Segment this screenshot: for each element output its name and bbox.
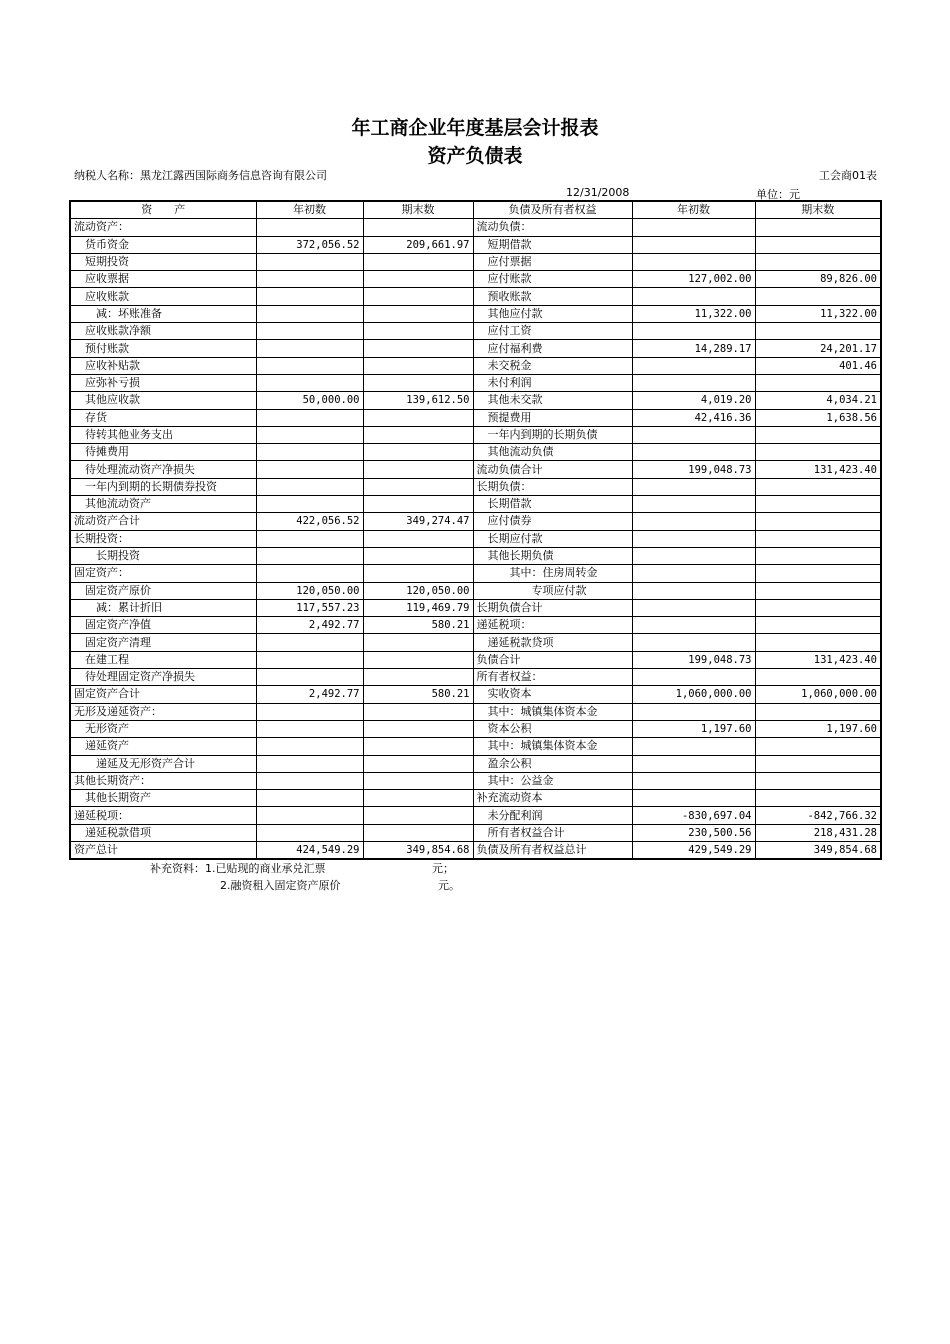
asset-begin <box>256 824 363 841</box>
liability-label: 应付债券 <box>473 513 632 530</box>
asset-begin: 424,549.29 <box>256 841 363 859</box>
asset-label: 资产总计 <box>70 841 256 859</box>
liability-begin <box>632 547 755 564</box>
liability-label: 流动负债合计 <box>473 461 632 478</box>
liability-end <box>755 323 881 340</box>
liability-end: 11,322.00 <box>755 305 881 322</box>
asset-label: 固定资产清理 <box>70 634 256 651</box>
table-row <box>70 392 881 409</box>
asset-begin <box>256 738 363 755</box>
asset-begin <box>256 444 363 461</box>
asset-begin <box>256 547 363 564</box>
asset-label: 固定资产合计 <box>70 686 256 703</box>
liability-label: 一年内到期的长期负债 <box>473 426 632 443</box>
table-row <box>70 565 881 582</box>
asset-end <box>363 444 473 461</box>
liability-label: 其中：住房周转金 <box>473 565 632 582</box>
asset-label: 递延资产 <box>70 738 256 755</box>
liability-end <box>755 478 881 495</box>
asset-label: 其他流动资产 <box>70 496 256 513</box>
liability-label: 专项应付款 <box>473 582 632 599</box>
asset-label: 其他长期资产 <box>70 790 256 807</box>
liability-end <box>755 530 881 547</box>
header-liab-begin: 年初数 <box>632 201 755 219</box>
asset-begin <box>256 288 363 305</box>
table-row <box>70 271 881 288</box>
liability-end: 401.46 <box>755 357 881 374</box>
table-row <box>70 669 881 686</box>
asset-begin: 2,492.77 <box>256 686 363 703</box>
table-row <box>70 617 881 634</box>
asset-end <box>363 703 473 720</box>
asset-end <box>363 426 473 443</box>
liability-begin: 127,002.00 <box>632 271 755 288</box>
liability-label: 其他长期负债 <box>473 547 632 564</box>
asset-end <box>363 323 473 340</box>
liability-begin <box>632 374 755 391</box>
liability-begin <box>632 444 755 461</box>
asset-begin <box>256 426 363 443</box>
liability-end <box>755 374 881 391</box>
asset-label: 应收票据 <box>70 271 256 288</box>
liability-begin <box>632 513 755 530</box>
asset-label: 减：累计折旧 <box>70 599 256 616</box>
liability-label: 负债合计 <box>473 651 632 668</box>
liability-end <box>755 547 881 564</box>
table-row <box>70 357 881 374</box>
liability-begin <box>632 323 755 340</box>
liability-end <box>755 703 881 720</box>
liability-label: 未交税金 <box>473 357 632 374</box>
liability-end <box>755 634 881 651</box>
asset-end <box>363 720 473 737</box>
liability-begin: 42,416.36 <box>632 409 755 426</box>
asset-label: 其他长期资产： <box>70 772 256 789</box>
asset-end <box>363 807 473 824</box>
report-subtitle: 资产负债表 <box>427 145 523 167</box>
asset-begin <box>256 634 363 651</box>
asset-end <box>363 288 473 305</box>
table-row <box>70 236 881 253</box>
liability-end <box>755 599 881 616</box>
table-row <box>70 755 881 772</box>
asset-label: 待处理流动资产净损失 <box>70 461 256 478</box>
liability-label: 应付福利费 <box>473 340 632 357</box>
table-row <box>70 305 881 322</box>
liability-begin <box>632 219 755 236</box>
liability-label: 长期借款 <box>473 496 632 513</box>
asset-begin <box>256 651 363 668</box>
liability-end <box>755 219 881 236</box>
table-row <box>70 444 881 461</box>
asset-label: 长期投资 <box>70 547 256 564</box>
asset-end <box>363 547 473 564</box>
liability-label: 递延税款贷项 <box>473 634 632 651</box>
report-title: 年工商企业年度基层会计报表 <box>351 117 599 139</box>
liability-label: 预收账款 <box>473 288 632 305</box>
asset-end <box>363 253 473 270</box>
liability-begin <box>632 669 755 686</box>
table-header-row <box>70 201 881 219</box>
liability-begin: 1,197.60 <box>632 720 755 737</box>
table-row <box>70 582 881 599</box>
liability-end <box>755 755 881 772</box>
asset-begin <box>256 565 363 582</box>
asset-label: 在建工程 <box>70 651 256 668</box>
liability-begin: 199,048.73 <box>632 461 755 478</box>
asset-begin <box>256 340 363 357</box>
liability-begin <box>632 236 755 253</box>
asset-end <box>363 340 473 357</box>
asset-begin <box>256 669 363 686</box>
balance-sheet-table <box>69 200 882 860</box>
table-row <box>70 340 881 357</box>
liability-end <box>755 236 881 253</box>
liability-label: 长期负债： <box>473 478 632 495</box>
liability-begin <box>632 253 755 270</box>
asset-label: 流动资产： <box>70 219 256 236</box>
liability-end: 131,423.40 <box>755 461 881 478</box>
liability-end: 89,826.00 <box>755 271 881 288</box>
asset-begin <box>256 305 363 322</box>
liability-end <box>755 669 881 686</box>
liability-label: 资本公积 <box>473 720 632 737</box>
liability-end: 1,197.60 <box>755 720 881 737</box>
asset-label: 应收账款 <box>70 288 256 305</box>
asset-end <box>363 271 473 288</box>
liability-begin: 14,289.17 <box>632 340 755 357</box>
asset-label: 存货 <box>70 409 256 426</box>
asset-label: 固定资产原价 <box>70 582 256 599</box>
liability-begin: 4,019.20 <box>632 392 755 409</box>
table-row <box>70 824 881 841</box>
table-row <box>70 513 881 530</box>
liability-begin <box>632 738 755 755</box>
asset-begin: 50,000.00 <box>256 392 363 409</box>
asset-begin <box>256 271 363 288</box>
liability-label: 其中：公益金 <box>473 772 632 789</box>
table-row <box>70 253 881 270</box>
table-row <box>70 530 881 547</box>
currency-unit: 单位：元 <box>756 188 800 201</box>
asset-begin: 372,056.52 <box>256 236 363 253</box>
table-row <box>70 807 881 824</box>
liability-begin <box>632 582 755 599</box>
asset-begin: 422,056.52 <box>256 513 363 530</box>
liability-end: 24,201.17 <box>755 340 881 357</box>
liability-end <box>755 426 881 443</box>
header-liab-end: 期末数 <box>755 201 881 219</box>
liability-label: 其中：城镇集体资本金 <box>473 703 632 720</box>
liability-begin: 230,500.56 <box>632 824 755 841</box>
asset-label: 预付账款 <box>70 340 256 357</box>
footnote-1-unit: 元； <box>432 862 454 875</box>
liability-begin <box>632 426 755 443</box>
liability-begin <box>632 496 755 513</box>
liability-begin <box>632 703 755 720</box>
liability-label: 长期应付款 <box>473 530 632 547</box>
asset-begin <box>256 409 363 426</box>
asset-label: 货币资金 <box>70 236 256 253</box>
liability-end <box>755 617 881 634</box>
asset-end <box>363 219 473 236</box>
liability-begin: 429,549.29 <box>632 841 755 859</box>
liability-end <box>755 288 881 305</box>
liability-begin: 1,060,000.00 <box>632 686 755 703</box>
liability-label: 长期负债合计 <box>473 599 632 616</box>
liability-end: 218,431.28 <box>755 824 881 841</box>
liability-end: -842,766.32 <box>755 807 881 824</box>
asset-begin <box>256 253 363 270</box>
asset-label: 待转其他业务支出 <box>70 426 256 443</box>
liability-begin <box>632 772 755 789</box>
table-row <box>70 547 881 564</box>
asset-end <box>363 478 473 495</box>
liability-begin <box>632 617 755 634</box>
liability-end: 349,854.68 <box>755 841 881 859</box>
asset-begin: 2,492.77 <box>256 617 363 634</box>
liability-label: 盈余公积 <box>473 755 632 772</box>
asset-end: 119,469.79 <box>363 599 473 616</box>
table-row <box>70 738 881 755</box>
asset-begin <box>256 374 363 391</box>
liability-label: 应付工资 <box>473 323 632 340</box>
liability-label: 负债及所有者权益总计 <box>473 841 632 859</box>
liability-end <box>755 496 881 513</box>
asset-label: 流动资产合计 <box>70 513 256 530</box>
asset-label: 待处理固定资产净损失 <box>70 669 256 686</box>
footnote-1-label: 补充资料：1.已贴现的商业承兑汇票 <box>150 862 326 875</box>
liability-end <box>755 790 881 807</box>
liability-end <box>755 444 881 461</box>
header-assets: 资 产 <box>70 201 256 219</box>
asset-label: 无形及递延资产： <box>70 703 256 720</box>
liability-label: 补充流动资本 <box>473 790 632 807</box>
liability-begin <box>632 790 755 807</box>
asset-end <box>363 634 473 651</box>
table-row <box>70 496 881 513</box>
asset-label: 待摊费用 <box>70 444 256 461</box>
asset-end <box>363 409 473 426</box>
liability-begin <box>632 288 755 305</box>
asset-begin <box>256 219 363 236</box>
table-row <box>70 599 881 616</box>
liability-end <box>755 582 881 599</box>
asset-end: 349,274.47 <box>363 513 473 530</box>
asset-begin <box>256 530 363 547</box>
asset-begin <box>256 772 363 789</box>
form-number: 工会商01表 <box>819 169 877 182</box>
table-row <box>70 323 881 340</box>
asset-label: 短期投资 <box>70 253 256 270</box>
asset-end <box>363 305 473 322</box>
liability-label: 递延税项： <box>473 617 632 634</box>
asset-begin: 117,557.23 <box>256 599 363 616</box>
asset-end <box>363 530 473 547</box>
asset-end <box>363 772 473 789</box>
table-row <box>70 790 881 807</box>
asset-end <box>363 496 473 513</box>
table-row <box>70 374 881 391</box>
liability-end <box>755 738 881 755</box>
asset-begin <box>256 790 363 807</box>
liability-end: 4,034.21 <box>755 392 881 409</box>
liability-label: 应付票据 <box>473 253 632 270</box>
asset-begin <box>256 496 363 513</box>
liability-end: 1,060,000.00 <box>755 686 881 703</box>
asset-end: 139,612.50 <box>363 392 473 409</box>
report-date: 12/31/2008 <box>566 186 630 199</box>
asset-end: 349,854.68 <box>363 841 473 859</box>
table-row <box>70 478 881 495</box>
table-row <box>70 409 881 426</box>
table-row <box>70 219 881 236</box>
liability-label: 流动负债： <box>473 219 632 236</box>
asset-end <box>363 651 473 668</box>
table-row <box>70 288 881 305</box>
asset-label: 固定资产： <box>70 565 256 582</box>
table-row <box>70 634 881 651</box>
asset-end <box>363 374 473 391</box>
asset-label: 递延税款借项 <box>70 824 256 841</box>
asset-begin <box>256 703 363 720</box>
asset-end <box>363 565 473 582</box>
table-row <box>70 703 881 720</box>
asset-end <box>363 755 473 772</box>
asset-end <box>363 738 473 755</box>
asset-label: 长期投资： <box>70 530 256 547</box>
liability-label: 其他应付款 <box>473 305 632 322</box>
header-liabilities: 负债及所有者权益 <box>473 201 632 219</box>
asset-begin <box>256 461 363 478</box>
liability-label: 未付利润 <box>473 374 632 391</box>
asset-begin <box>256 720 363 737</box>
liability-begin <box>632 565 755 582</box>
asset-begin <box>256 478 363 495</box>
liability-label: 所有者权益合计 <box>473 824 632 841</box>
asset-end <box>363 357 473 374</box>
asset-end <box>363 824 473 841</box>
asset-begin <box>256 323 363 340</box>
asset-label: 一年内到期的长期债券投资 <box>70 478 256 495</box>
taxpayer-name: 纳税人名称：黑龙江露西国际商务信息咨询有限公司 <box>74 169 327 182</box>
table-row <box>70 720 881 737</box>
asset-end: 209,661.97 <box>363 236 473 253</box>
header-assets-begin: 年初数 <box>256 201 363 219</box>
liability-end: 1,638.56 <box>755 409 881 426</box>
asset-end <box>363 461 473 478</box>
liability-begin: 199,048.73 <box>632 651 755 668</box>
asset-end: 120,050.00 <box>363 582 473 599</box>
asset-begin <box>256 357 363 374</box>
table-row <box>70 461 881 478</box>
liability-begin <box>632 755 755 772</box>
liability-end <box>755 253 881 270</box>
asset-end: 580.21 <box>363 617 473 634</box>
liability-label: 其中：城镇集体资本金 <box>473 738 632 755</box>
liability-end <box>755 513 881 530</box>
liability-label: 未分配利润 <box>473 807 632 824</box>
liability-label: 实收资本 <box>473 686 632 703</box>
asset-label: 应弥补亏损 <box>70 374 256 391</box>
liability-begin <box>632 357 755 374</box>
asset-label: 应收账款净额 <box>70 323 256 340</box>
liability-begin: -830,697.04 <box>632 807 755 824</box>
table-row <box>70 686 881 703</box>
table-row <box>70 651 881 668</box>
table-row <box>70 426 881 443</box>
footnote-2-unit: 元。 <box>438 879 460 892</box>
liability-label: 其他流动负债 <box>473 444 632 461</box>
liability-label: 其他未交款 <box>473 392 632 409</box>
liability-label: 短期借款 <box>473 236 632 253</box>
asset-end <box>363 790 473 807</box>
asset-label: 应收补贴款 <box>70 357 256 374</box>
asset-label: 减：坏账准备 <box>70 305 256 322</box>
liability-end: 131,423.40 <box>755 651 881 668</box>
asset-end: 580.21 <box>363 686 473 703</box>
asset-label: 递延税项： <box>70 807 256 824</box>
asset-begin: 120,050.00 <box>256 582 363 599</box>
asset-label: 其他应收款 <box>70 392 256 409</box>
asset-label: 固定资产净值 <box>70 617 256 634</box>
liability-end <box>755 565 881 582</box>
liability-begin <box>632 599 755 616</box>
table-row <box>70 772 881 789</box>
liability-begin: 11,322.00 <box>632 305 755 322</box>
asset-begin <box>256 807 363 824</box>
liability-end <box>755 772 881 789</box>
asset-begin <box>256 755 363 772</box>
header-assets-end: 期末数 <box>363 201 473 219</box>
footnote-2-label: 2.融资租入固定资产原价 <box>220 879 341 892</box>
asset-label: 无形资产 <box>70 720 256 737</box>
liability-label: 预提费用 <box>473 409 632 426</box>
liability-begin <box>632 634 755 651</box>
liability-label: 应付账款 <box>473 271 632 288</box>
table-row <box>70 841 881 859</box>
liability-begin <box>632 530 755 547</box>
liability-label: 所有者权益： <box>473 669 632 686</box>
asset-end <box>363 669 473 686</box>
liability-begin <box>632 478 755 495</box>
asset-label: 递延及无形资产合计 <box>70 755 256 772</box>
